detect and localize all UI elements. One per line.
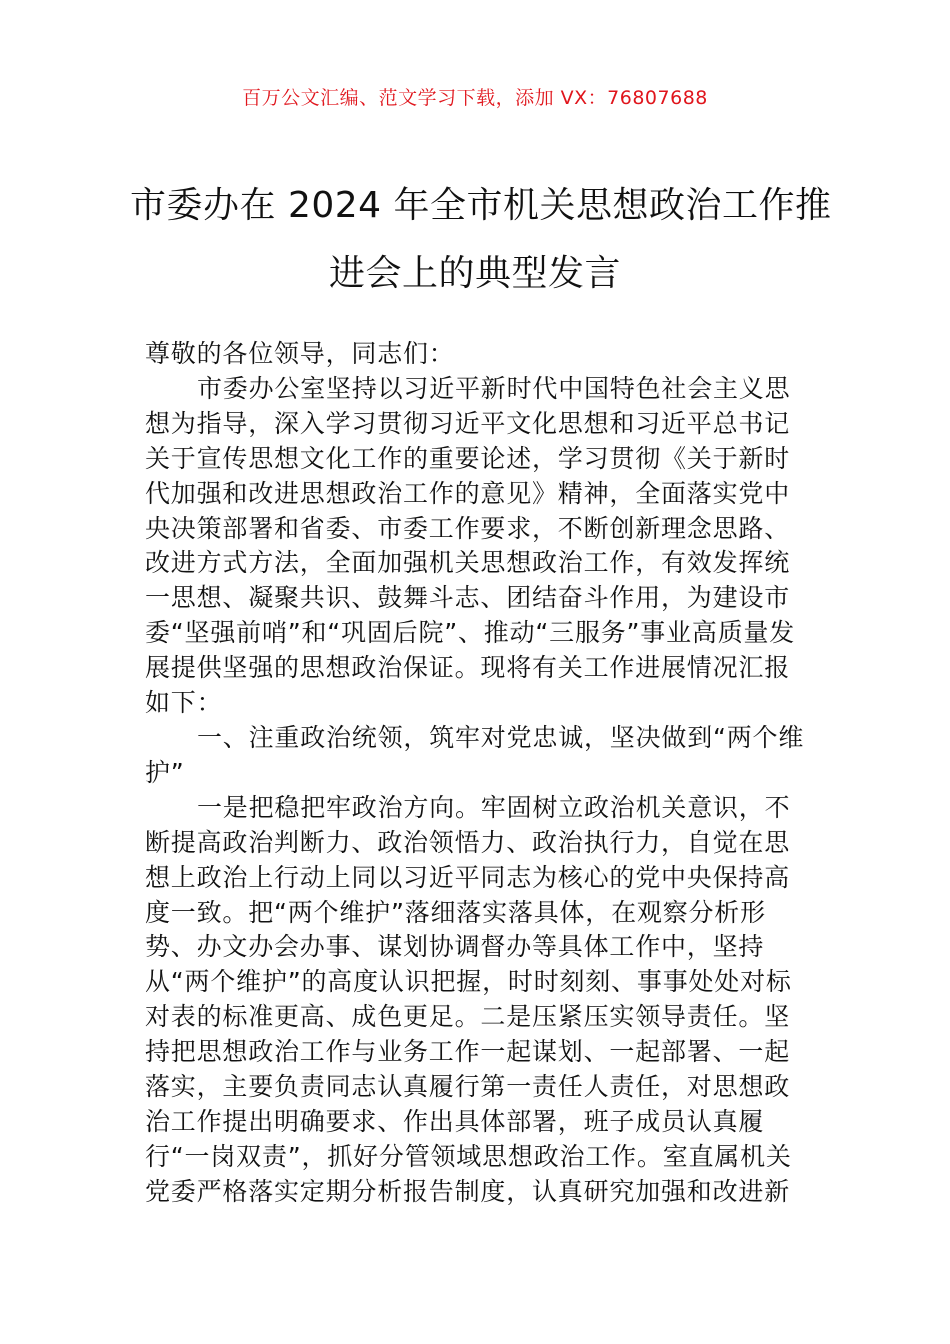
intro-paragraph: 市委办公室坚持以习近平新时代中国特色社会主义思想为指导，深入学习贯彻习近平文化思想和习近平总书记关于宣传思想文化工作的重要论述，学习贯彻《关于新时代加强和改进思想政治工作的意见》精神，全面落实党中央决策部署和省委、市委工作要求，不断创新理念思路、改进方式方法，全面加强机关思想政治工作，有效发挥统一思想、凝聚共识、鼓舞斗志、团结奋斗作用，为建设市委“坚强前哨”和“巩固后院”、推动“三服务”事业高质量发展提供坚强的思想政治保证。现将有关工作进展情况汇报如下：: [145, 373, 796, 718]
section-1-paragraph: 一是把稳把牢政治方向。牢固树立政治机关意识，不断提高政治判断力、政治领悟力、政治执行力，自觉在思想上政治上行动上同以习近平同志为核心的党中央保持高度一致。把“两个维护”落细落实落具体，在观察分析形势、办文办会办事、谋划协调督办等具体工作中，坚持从“两个维护”的高度认识把握，时时刻刻、事事处处对标对表的标准更高、成色更足。二是压紧压实领导责任。坚持把思想政治工作与业务工作一起谋划、一起部署、一起落实，主要负责同志认真履行第一责任人责任，对思想政治工作提出明确要求、作出具体部署，班子成员认真履行“一岗双责”，抓好分管领域思想政治工作。室直属机关党委严格落实定期分析报告制度，认真研究加强和改进新: [145, 792, 792, 1206]
title-line-1: 市委办在 2024 年全市机关思想政治工作推: [130, 185, 832, 226]
section-1-heading: 一、注重政治统领，筑牢对党忠诚，坚决做到“两个维护”: [145, 722, 805, 787]
document-title: [130, 172, 832, 308]
salutation: 尊敬的各位领导，同志们：: [145, 339, 455, 368]
document-body: [145, 337, 810, 1210]
title-line-2: 进会上的典型发言: [328, 253, 621, 294]
promo-banner: 百万公文汇编、范文学习下载，添加 VX：76807688: [242, 87, 708, 109]
